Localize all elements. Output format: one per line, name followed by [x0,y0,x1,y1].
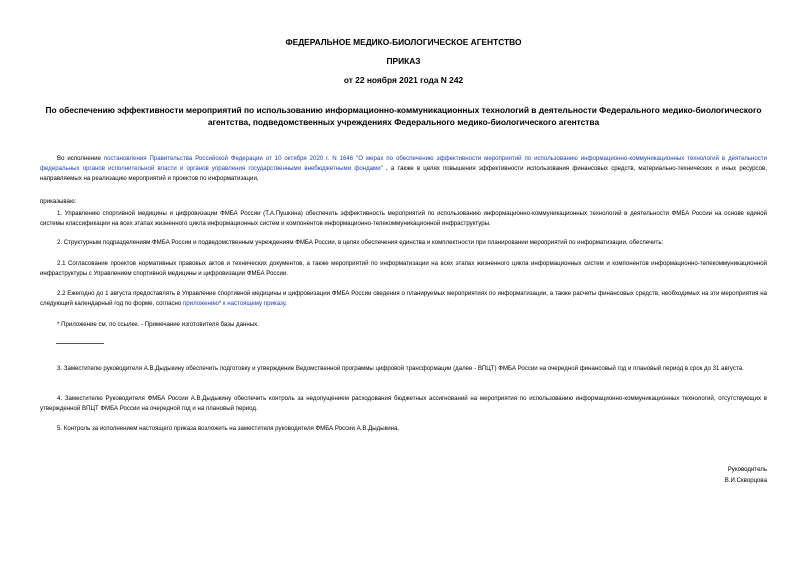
appendix-link[interactable]: приложению* к настоящему приказу [182,300,286,307]
order-word: приказываю: [40,198,77,205]
document-date-number: от 22 ноября 2021 года N 242 [343,75,464,85]
item-5: 5. Контроль за исполнением настоящего приказа возложить на заместителя руководителя ФМБА России А.В.Дыдыкина. [57,425,400,432]
decree-link[interactable]: постановления Правительства Российской Федерации от 10 октября 2020 г. N 1646 "О мерах по обеспечению эффективности мероприятий по использованию информационно-коммуникационных технологий в деятельности федеральных органов исполнительной власти и органов управления государственными внебюджетными фондами" [40,155,767,172]
intro-paragraph [40,154,767,184]
document-title: По обеспечению эффективности мероприятий по использованию информационно-коммуникационных технологий в деятельности Федерального медико-биологического агентства, подведомственных учреждениях Федерального медико-биологического агентства [45,105,762,127]
signature-name: В.И.Скворцова [724,477,767,484]
item-4: 4. Заместителю Руководителя ФМБА России А.В.Дыдыкину обеспечить контроль за недопущением расходования бюджетных ассигнований на мероприятия по использованию информационно-коммуникационных технологий, отсутствующих в утвержденной ВПЦТ ФМБА России на очередной год и на плановый период. [40,395,767,412]
item-2-2-text: 2.2 Ежегодно до 1 августа предоставлять в Управление спортивной медицины и цифровизации ФМБА России сведения о планируемых мероприятиях по информатизации, а также расчеты финансовых средств, необходимых на эти мероприятия на следующий календарный год по форме, согласно [40,290,767,307]
item-2-2-end: . [285,300,287,307]
item-1: 1. Управлению спортивной медицины и цифровизации ФМБА России (Т.А.Пушкина) обеспечить эффективность мероприятий по использованию информационно-коммуникационных технологий в деятельности ФМБА России на основе единой системы классификации на всех этапах жизненного цикла информационных систем и компонентов информационно-телекоммуникационной инфраструктуры. [40,210,767,227]
signature-position: Руководитель [727,466,767,473]
item-3: 3. Заместителю руководителя А.В.Дыдыкину обеспечить подготовку и утверждение Ведомственной программы цифровой трансформации (далее - ВПЦТ) ФМБА России на очередной финансовый год и плановый период в срок до 31 августа. [57,365,744,372]
footnote-divider [56,343,104,344]
document-type: ПРИКАЗ [386,56,421,66]
item-2: 2. Структурным подразделениям ФМБА России и подведомственным учреждениям ФМБА России, в целях обеспечения единства и комплектности при планировании мероприятий по информатизации, обеспечить: [57,239,664,246]
item-2-2 [40,289,767,309]
intro-suffix: , а также в целях повышения эффективности использования финансовых средств, материально-технических и иных ресурсов, направляемых на реализацию мероприятий и проектов по информатизации, [40,165,767,182]
item-2-1: 2.1 Согласование проектов нормативных правовых актов и технических документов, а также мероприятий по информатизации на всех этапах жизненного цикла информационных систем и компонентов информационно-телекоммуникационной инфраструктуры с Управлением спортивной медицины и цифровизации ФМБА России. [40,260,767,277]
agency-name: ФЕДЕРАЛЬНОЕ МЕДИКО-БИОЛОГИЧЕСКОЕ АГЕНТСТВО [285,37,522,47]
intro-prefix: Во исполнение [57,155,104,162]
footnote: * Приложение см. по ссылке. - Примечание изготовителя базы данных. [57,321,259,328]
